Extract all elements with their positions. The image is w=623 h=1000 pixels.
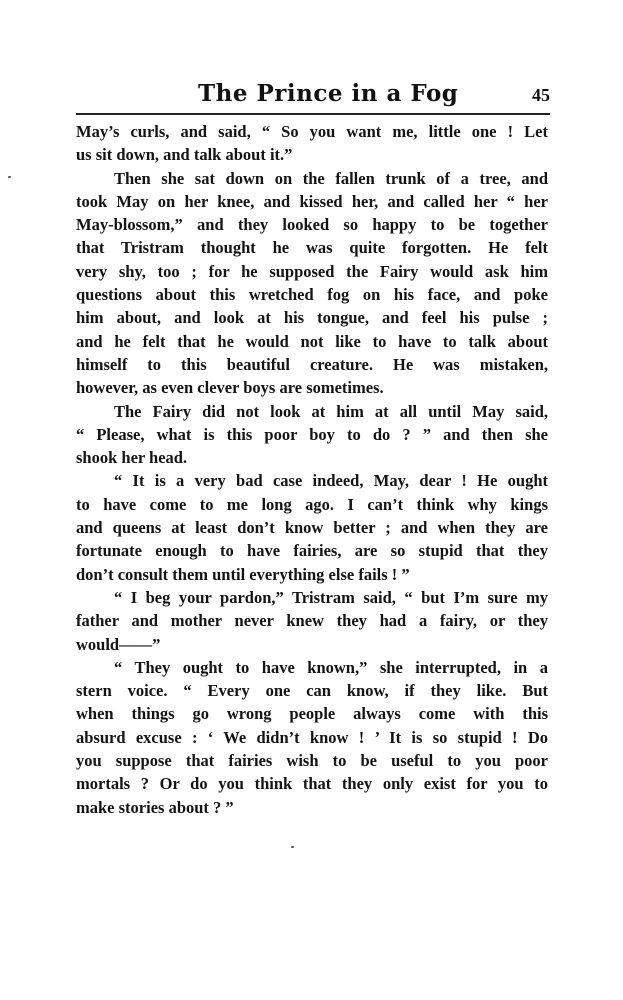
page-header <box>76 80 550 112</box>
text-line: us sit down, and talk about it.” <box>76 145 293 165</box>
text-line: “ I beg your pardon,” Tristram said, “ but I’m sure my <box>114 587 548 607</box>
text-line: absurd excuse : ‘ We didn’t know ! ’ It is so stupid ! Do <box>76 727 548 747</box>
text-line: May’s curls, and said, “ So you want me, little one ! Let <box>76 122 548 141</box>
page-number: 45 <box>532 85 550 105</box>
text-line: took May on her knee, and kissed her, and called her “ her <box>76 191 548 211</box>
text-line: when things go wrong people always come with this <box>76 704 548 724</box>
text-line: shook her head. <box>76 448 188 468</box>
text-line: May-blossom,” and they looked so happy to be together <box>76 215 548 235</box>
text-line: father and mother never knew they had a fairy, or they <box>76 611 548 631</box>
text-line: “ They ought to have known,” she interrupted, in a <box>114 657 548 677</box>
text-line: stern voice. “ Every one can know, if they like. But <box>76 681 548 701</box>
text-line: however, as even clever boys are sometimes. <box>76 378 384 398</box>
text-line: that Tristram thought he was quite forgotten. He felt <box>76 238 548 258</box>
text-line: to have come to me long ago. I can’t think why kings <box>76 494 548 514</box>
text-line: Then she sat down on the fallen trunk of a tree, and <box>114 168 548 188</box>
text-line: don’t consult them until everything else fails ! ” <box>76 564 410 584</box>
text-line: and queens at least don’t know better ; and when they are <box>76 518 548 538</box>
text-line: fortunate enough to have fairies, are so stupid that they <box>76 541 548 561</box>
text-line: The Fairy did not look at him at all until May said, <box>114 401 548 421</box>
text-line: would——” <box>76 634 161 654</box>
text-line: questions about this wretched fog on his face, and poke <box>76 285 548 305</box>
text-line: “ It is a very bad case indeed, May, dear ! He ought <box>114 471 548 491</box>
body-text <box>76 120 548 819</box>
text-line: you suppose that fairies wish to be useful to you poor <box>76 751 548 771</box>
print-speck <box>291 846 294 848</box>
running-title: The Prince in a Fog <box>198 80 459 107</box>
text-line: make stories about ? ” <box>76 797 234 817</box>
text-line: “ Please, what is this poor boy to do ? ” and then she <box>76 424 548 444</box>
print-speck <box>8 176 11 178</box>
text-line: himself to this beautiful creature. He was mistaken, <box>76 354 548 374</box>
header-rule <box>76 113 550 115</box>
text-line: very shy, too ; for he supposed the Fairy would ask him <box>76 261 548 281</box>
text-line: him about, and look at his tongue, and feel his pulse ; <box>76 308 548 328</box>
text-line: mortals ? Or do you think that they only exist for you to <box>76 774 548 794</box>
text-line: and he felt that he would not like to have to talk about <box>76 331 548 351</box>
